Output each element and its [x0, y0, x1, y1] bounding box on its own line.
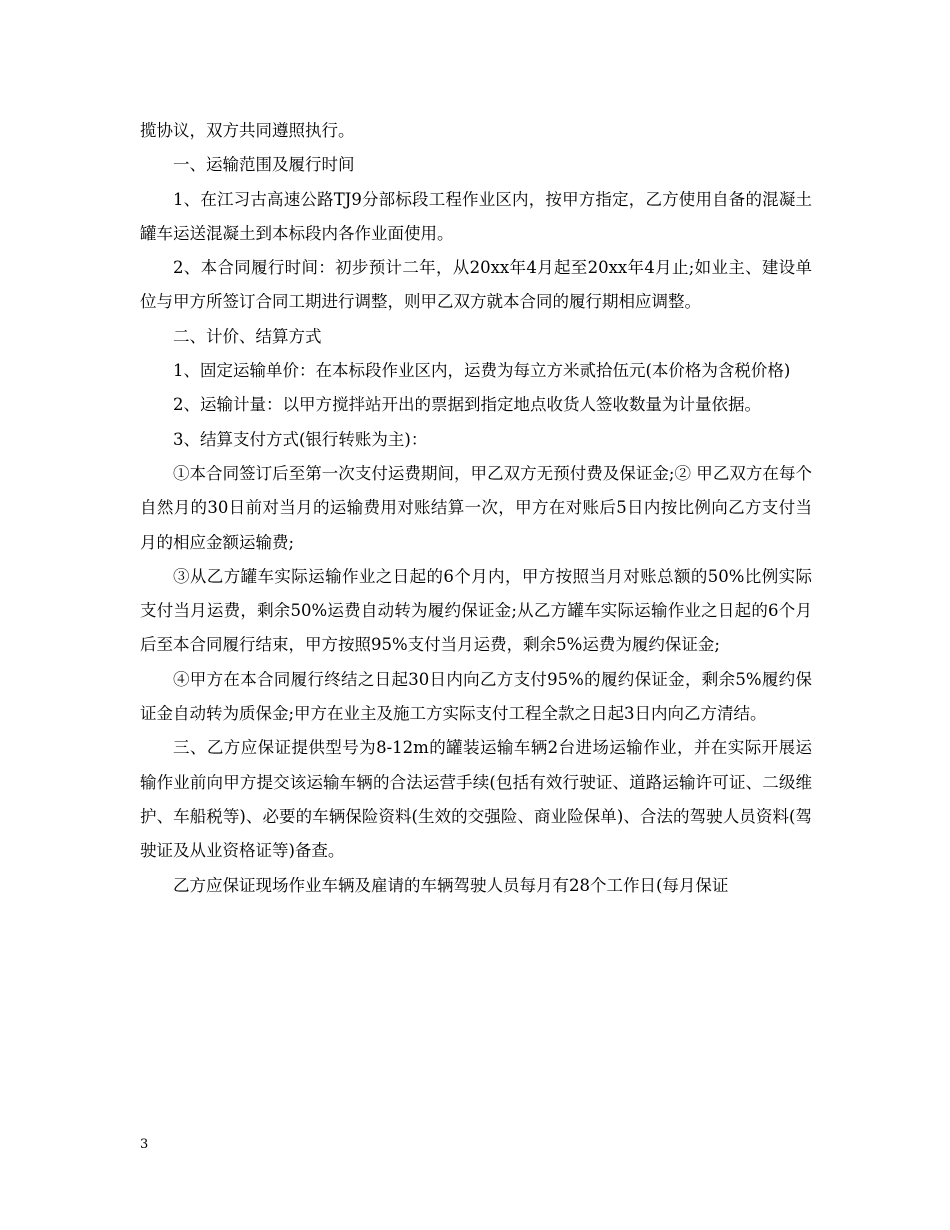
section-heading: 二、计价、结算方式: [173, 326, 322, 346]
paragraph: 1、在江习古高速公路TJ9分部标段工程作业区内，按甲方指定，乙方使用自备的混凝土罐车运送混凝土到本标段内各作业面使用。: [140, 189, 812, 243]
paragraph: 2、本合同履行时间：初步预计二年，从20xx年4月起至20xx年4月止;如业主、建设单位与甲方所签订合同工期进行调整，则甲乙双方就本合同的履行期相应调整。: [140, 258, 812, 312]
paragraph: ①本合同签订后至第一次支付运费期间，甲乙双方无预付费及保证金;② 甲乙双方在每个自然月的30日前对当月的运输费用对账结算一次，甲方在对账后5日内按比例向乙方支付当月的相应金额运输费;: [140, 463, 812, 552]
paragraph: 揽协议，双方共同遵照执行。: [140, 121, 355, 140]
paragraph: 3、结算支付方式(银行转账为主)：: [173, 429, 428, 449]
page-number: 3: [140, 1137, 149, 1152]
paragraph: 乙方应保证现场作业车辆及雇请的车辆驾驶人员每月有28个工作日(每月保证: [173, 875, 729, 895]
paragraph: 2、运输计量：以甲方搅拌站开出的票据到指定地点收货人签收数量为计量依据。: [173, 395, 761, 415]
section-heading: 三、乙方应保证提供型号为8-12m的罐装运输车辆2台进场运输作业，并在实际开展运输作业前向甲方提交该运输车辆的合法运营手续(包括有效行驶证、道路运输许可证、二级维护、车船税等)、必要的车辆保险资料(生效的交强险、商业险保单)、合法的驾驶人员资料(驾驶证及从业资格证等)备查。: [140, 738, 812, 861]
paragraph: 1、固定运输单价：在本标段作业区内，运费为每立方米贰拾伍元(本价格为含税价格): [173, 361, 791, 381]
section-heading: 一、运输范围及履行时间: [173, 155, 355, 175]
paragraph: ③从乙方罐车实际运输作业之日起的6个月内，甲方按照当月对账总额的50%比例实际支付当月运费，剩余50%运费自动转为履约保证金;从乙方罐车实际运输作业之日起的6个月后至本合同履行结束，甲方按照95%支付当月运费，剩余5%运费为履约保证金;: [140, 566, 812, 655]
paragraph: ④甲方在本合同履行终结之日起30日内向乙方支付95%的履约保证金，剩余5%履约保证金自动转为质保金;甲方在业主及施工方实际支付工程全款之日起3日内向乙方清结。: [140, 669, 812, 724]
document-body: [140, 114, 812, 903]
